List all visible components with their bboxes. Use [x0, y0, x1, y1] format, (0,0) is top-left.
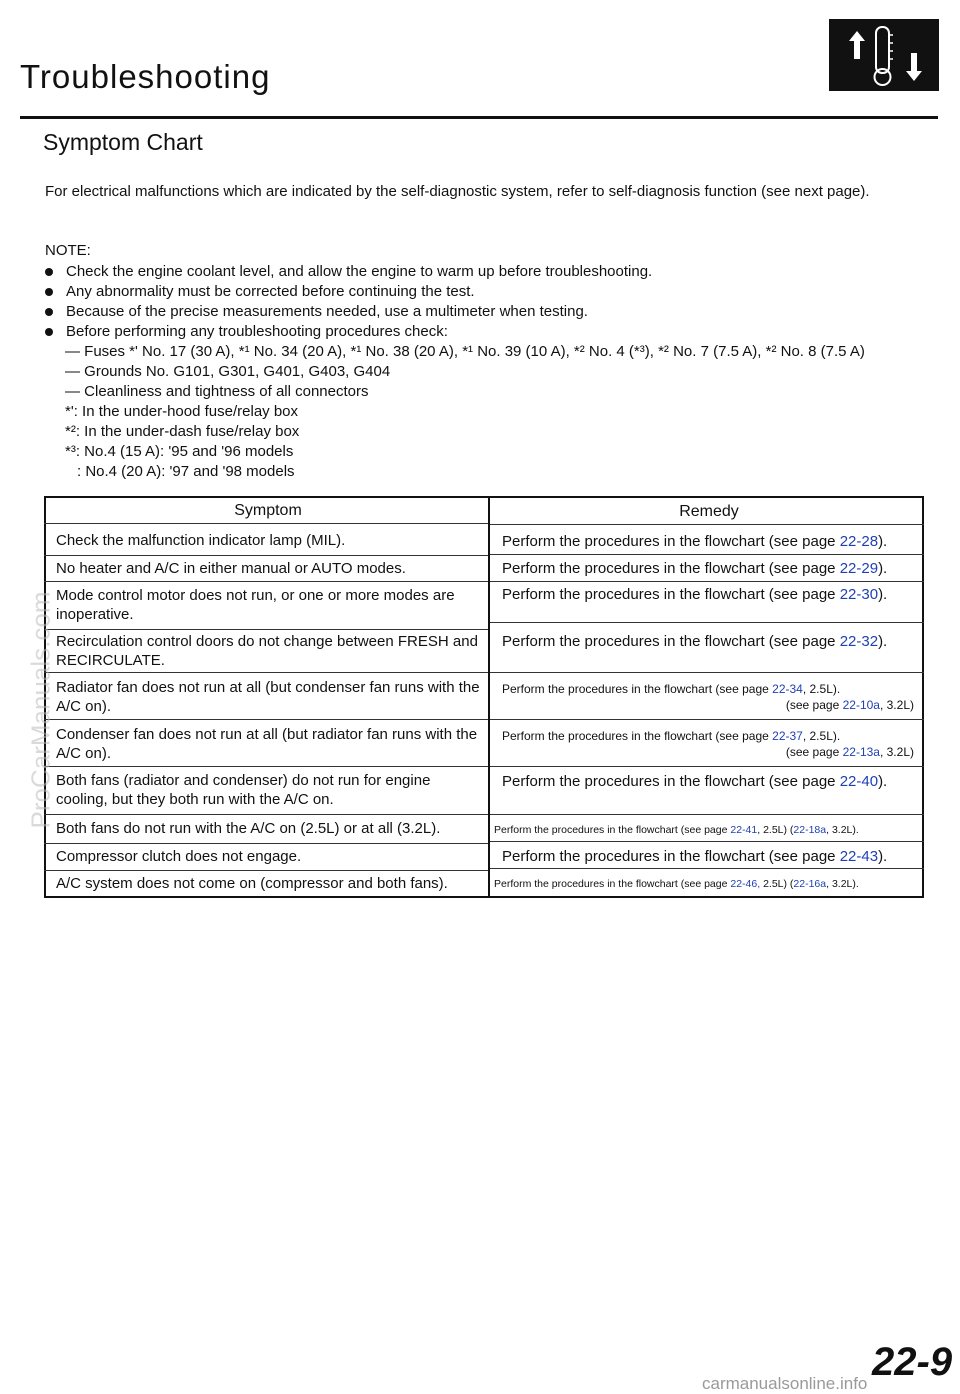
page-link[interactable]: 22-34	[772, 682, 803, 696]
table-row-symptom: No heater and A/C in either manual or AUTO modes.	[56, 560, 406, 577]
table-row-remedy: Perform the procedures in the flowchart (see page 22-37, 2.5L).	[502, 729, 841, 743]
page-title: Troubleshooting	[20, 58, 271, 95]
page-link[interactable]: 22-41	[730, 824, 758, 836]
table-row-remedy: Perform the procedures in the flowchart (see page 22-28).	[502, 533, 888, 550]
table-row-symptom: Both fans do not run with the A/C on (2.5L) or at all (3.2L).	[56, 820, 441, 837]
page-link[interactable]: 22-16a	[793, 878, 827, 890]
footnote-2: *²: In the under-dash fuse/relay box	[65, 423, 300, 440]
page-link[interactable]: 22-28	[839, 533, 879, 550]
page-link[interactable]: 22-10a	[842, 698, 880, 712]
side-watermark: ProCarManuals.com	[25, 591, 56, 829]
symptom-table	[44, 496, 924, 898]
bullet-icon	[45, 268, 53, 276]
page-link[interactable]: 22-18a	[793, 824, 827, 836]
note-item: Because of the precise measurements needed, use a multimeter when testing.	[45, 302, 935, 322]
table-row-symptom: Check the malfunction indicator lamp (MIL).	[56, 532, 346, 549]
bullet-icon	[45, 328, 53, 336]
page-link[interactable]: 22-46,	[730, 878, 761, 890]
note-item: Any abnormality must be corrected before continuing the test.	[45, 282, 935, 302]
table-row-symptom: Recirculation control doors do not change between FRESH and RECIRCULATE.	[56, 633, 478, 669]
thermometer-up-down-icon	[829, 19, 939, 91]
table-row-symptom: Radiator fan does not run at all (but condenser fan runs with the A/C on).	[56, 679, 480, 715]
table-row-symptom: Both fans (radiator and condenser) do not run for engine cooling, but they both run with the A/C on.	[56, 772, 431, 808]
bullet-icon	[45, 308, 53, 316]
table-row-remedy: Perform the procedures in the flowchart (see page 22-32).	[502, 633, 888, 650]
table-row-remedy: Perform the procedures in the flowchart (see page 22-46, 2.5L) (22-16a, 3.2L).	[494, 878, 859, 890]
page-link[interactable]: 22-43	[839, 848, 879, 865]
table-row-remedy: Perform the procedures in the flowchart (see page 22-41, 2.5L) (22-18a, 3.2L).	[494, 824, 859, 836]
page-link[interactable]: 22-40	[839, 773, 879, 790]
bullet-icon	[45, 288, 53, 296]
grounds-line: — Grounds No. G101, G301, G401, G403, G404	[65, 363, 391, 380]
table-row-remedy: Perform the procedures in the flowchart (see page 22-30).	[502, 586, 888, 603]
page-link[interactable]: 22-37	[772, 729, 803, 743]
connectors-line: — Cleanliness and tightness of all connectors	[65, 383, 369, 400]
fuses-line: — Fuses *' No. 17 (30 A), *¹ No. 34 (20 A), *¹ No. 38 (20 A), *¹ No. 39 (10 A), *² No. 4 (*³), *² No. 7 (7.5 A), *² No. 8 (7.5 A)	[65, 343, 865, 360]
column-header-symptom: Symptom	[234, 502, 302, 519]
note-item: Before performing any troubleshooting procedures check:	[45, 322, 935, 342]
table-row-remedy: Perform the procedures in the flowchart (see page 22-43).	[502, 848, 888, 865]
table-row-remedy-alt: (see page 22-10a, 3.2L)	[785, 698, 914, 712]
title-divider	[20, 116, 938, 119]
note-item: Check the engine coolant level, and allow the engine to warm up before troubleshooting.	[45, 262, 935, 282]
intro-paragraph: For electrical malfunctions which are indicated by the self-diagnostic system, refer to self-diagnosis function (see next page).	[45, 183, 870, 200]
table-row-symptom: Mode control motor does not run, or one or more modes are inoperative.	[56, 587, 455, 623]
page-link[interactable]: 22-30	[839, 586, 879, 603]
page-link[interactable]: 22-29	[839, 560, 879, 577]
footnote-1: *': In the under-hood fuse/relay box	[65, 403, 299, 420]
page-link[interactable]: 22-13a	[842, 745, 880, 759]
page-link[interactable]: 22-32	[839, 633, 879, 650]
page-number: 22-9	[872, 1340, 953, 1384]
table-row-symptom: Condenser fan does not run at all (but radiator fan runs with the A/C on).	[56, 726, 478, 762]
note-label: NOTE:	[45, 242, 91, 259]
table-row-remedy: Perform the procedures in the flowchart (see page 22-29).	[502, 560, 888, 577]
table-row-remedy: Perform the procedures in the flowchart (see page 22-40).	[502, 773, 888, 790]
footnote-3b: : No.4 (20 A): '97 and '98 models	[77, 463, 295, 480]
note-list	[45, 262, 935, 482]
section-subtitle: Symptom Chart	[43, 129, 203, 155]
column-header-remedy: Remedy	[679, 503, 739, 520]
footnote-3: *³: No.4 (15 A): '95 and '96 models	[65, 443, 294, 460]
footer-watermark: carmanualsonline.info	[702, 1374, 868, 1393]
table-row-remedy-alt: (see page 22-13a, 3.2L)	[785, 745, 914, 759]
table-row-remedy: Perform the procedures in the flowchart (see page 22-34, 2.5L).	[502, 682, 841, 696]
table-row-symptom: A/C system does not come on (compressor and both fans).	[56, 875, 448, 892]
table-row-symptom: Compressor clutch does not engage.	[56, 848, 302, 865]
